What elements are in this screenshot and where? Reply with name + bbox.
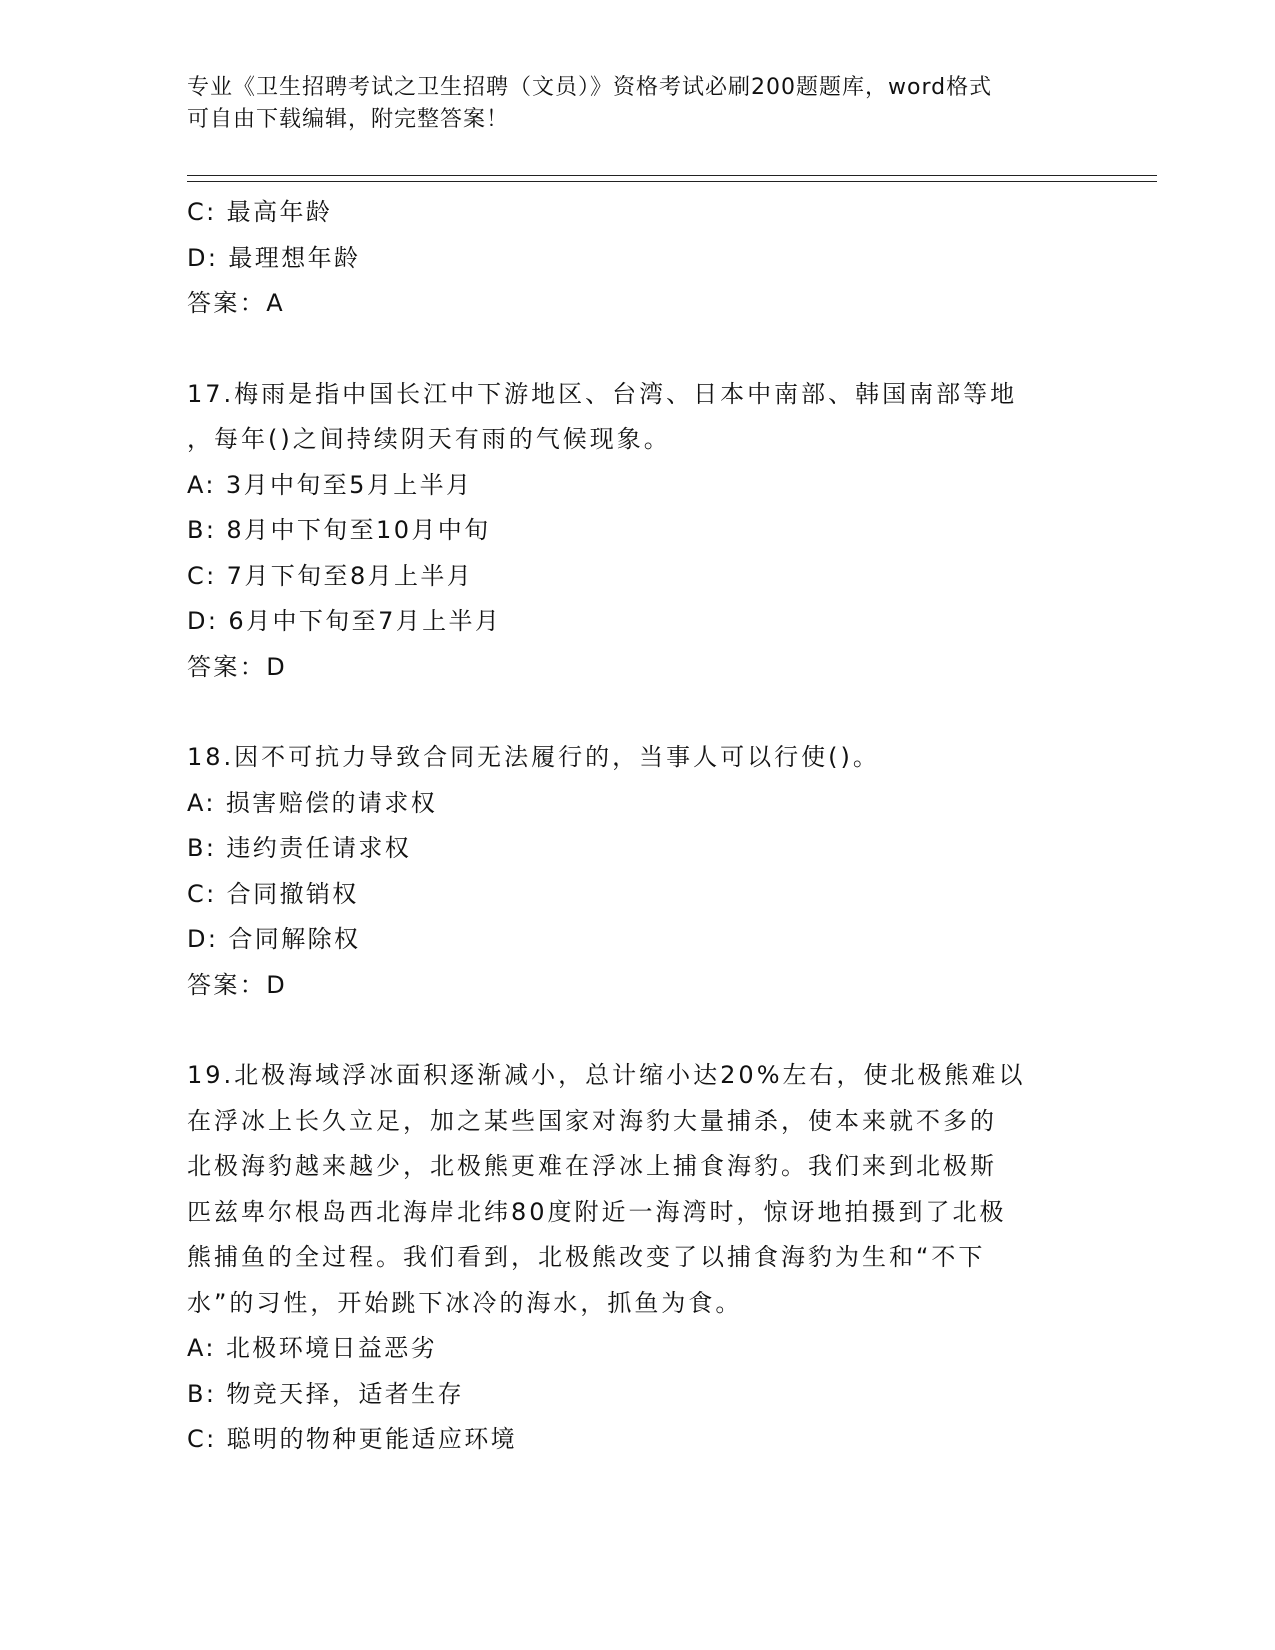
question-18: [187, 735, 1087, 1008]
answer: 答案：D: [187, 970, 288, 999]
option-a: A: 3月中旬至5月上半月: [187, 470, 473, 499]
question-19: [187, 1053, 1087, 1463]
question-stem-line: 水”的习性，开始跳下冰冷的海水，抓鱼为食。: [187, 1288, 743, 1317]
option-a: A: 损害赔偿的请求权: [187, 788, 438, 817]
header-line-1: 专业《卫生招聘考试之卫生招聘（文员）》资格考试必刷200题题库，word格式: [187, 75, 993, 100]
document-header: [187, 72, 1087, 136]
option-c: C: 7月下旬至8月上半月: [187, 561, 474, 590]
header-divider-top: [187, 175, 1157, 176]
option-b: B: 8月中下旬至10月中旬: [187, 516, 491, 544]
spacer: [187, 327, 1087, 372]
option-d: D: 6月中下旬至7月上半月: [187, 607, 502, 635]
question-stem-line: 在浮冰上长久立足，加之某些国家对海豹大量捕杀，使本来就不多的: [187, 1106, 997, 1135]
question-stem-line: 熊捕鱼的全过程。我们看到，北极熊改变了以捕食海豹为生和“不下: [187, 1243, 986, 1271]
option-b: B: 物竞天择，适者生存: [187, 1379, 464, 1408]
option-c: C: 聪明的物种更能适应环境: [187, 1425, 518, 1453]
question-list: [187, 190, 1087, 1463]
option-a: A: 北极环境日益恶劣: [187, 1334, 438, 1362]
question-stem-line: 19.北极海域浮冰面积逐渐减小，总计缩小达20%左右，使北极熊难以: [187, 1061, 1026, 1089]
answer: 答案：D: [187, 652, 288, 681]
question-stem-line: 北极海豹越来越少，北极熊更难在浮冰上捕食海豹。我们来到北极斯: [187, 1152, 997, 1180]
question-stem-line: 17.梅雨是指中国长江中下游地区、台湾、日本中南部、韩国南部等地: [187, 379, 1018, 408]
spacer: [187, 1008, 1087, 1053]
spacer: [187, 690, 1087, 735]
question-stem-line: ，每年()之间持续阴天有雨的气候现象。: [187, 425, 671, 453]
question-stem-line: 18.因不可抗力导致合同无法履行的，当事人可以行使()。: [187, 743, 880, 771]
question-17: [187, 372, 1087, 691]
header-divider-bottom: [187, 181, 1157, 182]
header-line-2: 可自由下载编辑，附完整答案！: [187, 107, 510, 132]
question-16-tail: [187, 190, 1087, 327]
question-stem-line: 匹兹卑尔根岛西北海岸北纬80度附近一海湾时，惊讶地拍摄到了北极: [187, 1197, 1007, 1226]
option-c: C: 合同撤销权: [187, 879, 359, 908]
answer: 答案：A: [187, 289, 286, 317]
option-c: C: 最高年龄: [187, 198, 333, 226]
option-d: D: 最理想年龄: [187, 243, 361, 272]
option-d: D: 合同解除权: [187, 925, 361, 953]
option-b: B: 违约责任请求权: [187, 834, 412, 862]
